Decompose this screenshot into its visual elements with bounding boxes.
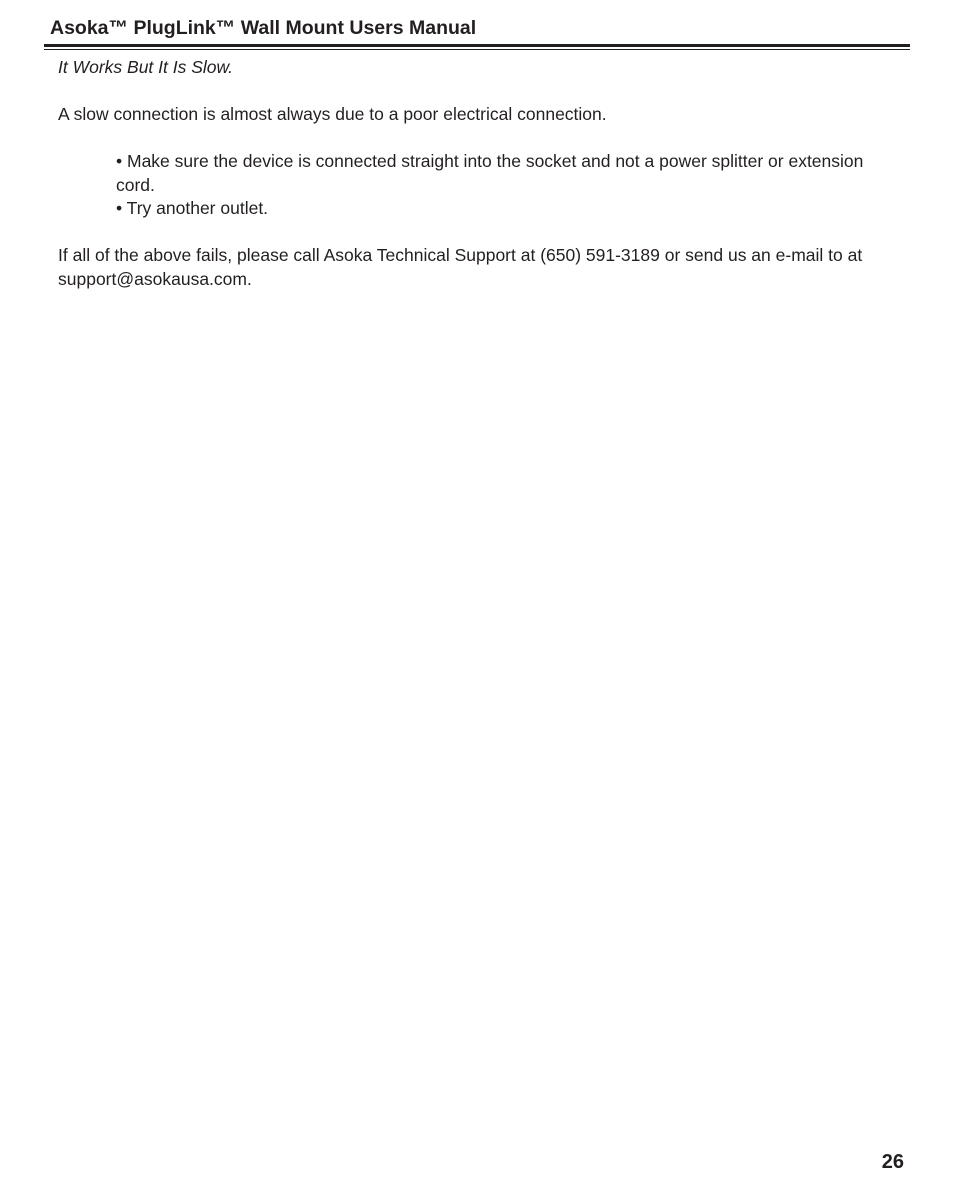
list-item: • Make sure the device is connected straight into the socket and not a power splitter or extension cord. — [116, 151, 864, 195]
header-rule-thin — [44, 49, 910, 50]
troubleshooting-list — [58, 150, 876, 221]
manual-title: Asoka™ PlugLink™ Wall Mount Users Manual — [50, 17, 477, 39]
page-header — [44, 16, 910, 50]
page-content — [58, 56, 898, 291]
intro-paragraph: A slow connection is almost always due to a poor electrical connection. — [58, 104, 607, 124]
support-paragraph: If all of the above fails, please call Asoka Technical Support at (650) 591-3189 or send us an e-mail to at support@asokausa.com. — [58, 245, 863, 289]
list-item: • Try another outlet. — [116, 198, 269, 218]
section-heading: It Works But It Is Slow. — [58, 57, 234, 77]
page-number: 26 — [881, 1151, 904, 1173]
header-rule-thick — [44, 44, 910, 47]
